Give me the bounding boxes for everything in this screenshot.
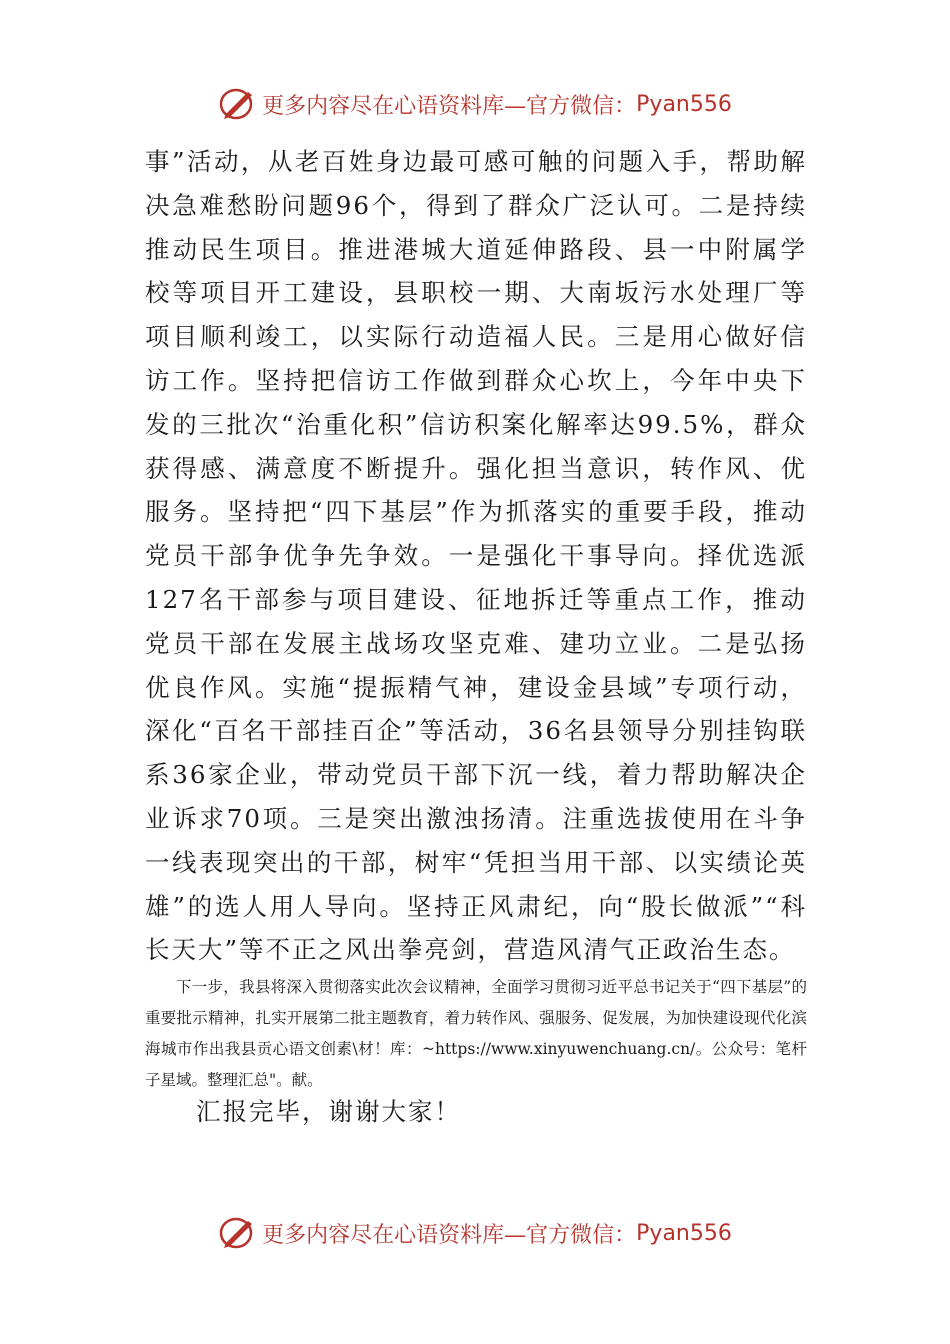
closing-remark: 汇报完毕，谢谢大家！ [196, 1097, 461, 1126]
watermark-wechat-id: Pyan556 [636, 91, 732, 117]
main-body-paragraph: 事”活动，从老百姓身边最可感可触的问题入手，帮助解决急难愁盼问题96个，得到了群众广泛认可。二是持续推动民生项目。推进港城大道延伸路段、县一中附属学校等项目开工建设，县职校一期、大南坂污水处理厂等项目顺利竣工，以实际行动造福人民。三是用心做好信访工作。坚持把信访工作做到群众心坎上，今年中央下发的三批次“治重化积”信访积案化解率达99.5%，群众获得感、满意度不断提升。强化担当意识，转作风、优服务。坚持把“四下基层”作为抓落实的重要手段，推动党员干部争优争先争效。一是强化干事导向。择优选派127名干部参与项目建设、征地拆迁等重点工作，推动党员干部在发展主战场攻坚克难、建功立业。二是弘扬优良作风。实施“提振精气神，建设金县域”专项行动，深化“百名干部挂百企”等活动，36名县领导分别挂钩联系36家企业，带动党员干部下沉一线，着力帮助解决企业诉求70项。三是突出激浊扬清。注重选拔使用在斗争一线表现突出的干部，树牢“凭担当用干部、以实绩论英雄”的选人用人导向。坚持正风肃纪，向“股长做派”“科长天大”等不正之风出拳亮剑，营造风清气正政治生态。 [145, 147, 807, 965]
pen-logo-icon [218, 86, 258, 122]
watermark-header [0, 86, 950, 122]
watermark-site-text: 更多内容尽在心语资料库—官方微信： [262, 1222, 637, 1248]
next-step-paragraph: 下一步，我县将深入贯彻落实此次会议精神，全面学习贯彻习近平总书记关于“四下基层”的重要批示精神，扎实开展第二批主题教育，着力转作风、强服务、促发展，为加快建设现代化滨海城市作出我县贡心语文创素\材！库：~https://www.xinyuwenchuang.cn/。公众号：笔杆子星域。整理汇总"。献。 [145, 978, 807, 1089]
watermark-wechat-id: Pyan556 [636, 1220, 732, 1246]
pen-logo-icon [218, 1215, 258, 1251]
watermark-footer [0, 1215, 950, 1251]
watermark-site-text: 更多内容尽在心语资料库—官方微信： [262, 93, 637, 119]
